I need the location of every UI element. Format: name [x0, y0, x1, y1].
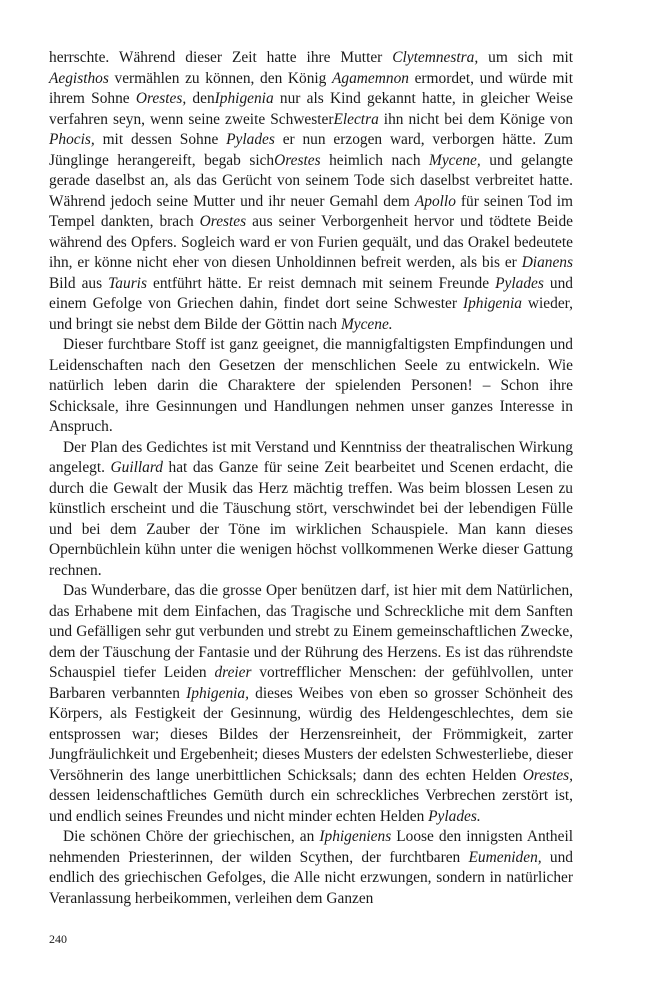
italic-name: Apollo	[414, 192, 456, 210]
italic-name: Pylades	[226, 131, 275, 148]
text-run: und einem Gefolge von Griechen dahin, findet dort seine Schwester	[49, 274, 573, 312]
text-run: Dieser furchtbare Stoff ist ganz geeignet, die mannigfaltigsten Empfindungen und Leidenschaften nach den Gesetzen der menschlichen Seele zu entwickeln. Wie natürlich leben darin die Charaktere der spielenden Personen! – Schon ihre Schicksale, ihre Gesinnungen und Handlungen nehmen unser ganzes Interesse in Anspruch.	[49, 336, 573, 435]
italic-name: Mycene.	[340, 315, 393, 333]
italic-name: Orestes,	[522, 766, 573, 784]
paragraph-3	[49, 438, 573, 582]
italic-name: Electra	[333, 110, 379, 128]
italic-name: dreier	[214, 664, 252, 681]
text-run: vortrefflicher Menschen: der gefühlvollen, unter Barbaren verbannten	[49, 664, 573, 702]
italic-name: Iphigenia,	[186, 684, 249, 702]
text-run: hat das Ganze für seine Zeit bearbeitet und Scenen erdacht, die durch die Gewalt der Musik das Herz mächtig treffen. Was beim blossen Lesen zu künstlich erscheint und die Täuschung stört, verschwindet bei der lebendigen Fülle und bei dem Zauber der Töne im wirklichen Schauspiele. Man kann dieses Opernbüchlein kühn unter die wenigen höchst vollkommenen Werke dieser Gattung rechnen.	[49, 459, 574, 579]
text-run: entführt hätte. Er reist demnach mit seinem Freunde	[146, 274, 496, 292]
italic-name: Iphigenia	[214, 90, 274, 107]
paragraph-2	[49, 335, 573, 438]
paragraph-1	[49, 48, 573, 335]
paragraph-4	[49, 581, 573, 827]
text-run: Die schönen Chöre der griechischen, an	[63, 828, 320, 845]
text-run: und endlich des griechischen Gefolges, die Alle nicht erzwungen, sondern in natürlicher Veranlassung herbeikommen, verleihen dem Ganzen	[49, 848, 573, 907]
italic-name: Eumeniden,	[468, 848, 542, 866]
text-run: dieses Weibes von eben so grosser Schönheit des Körpers, als Festigkeit der Gesinnung, würdig des Heldengeschlechtes, dem sie entsprossen war; dieses Bildes der Herzensreinheit, der Frömmigkeit, zarter Jungfräulichkeit und Ergebenheit; dieses Musters der edelsten Schwesterliebe, dieser Versöhnerin des lange unerbittlichen Schicksals; dann des echten Helden	[49, 684, 573, 784]
text-run: herrschte. Während dieser Zeit hatte ihre Mutter	[49, 49, 393, 66]
text-run: mit dessen Sohne	[94, 131, 227, 148]
page-number: 240	[49, 932, 67, 946]
italic-name: Phocis,	[49, 131, 95, 148]
italic-name: Mycene,	[429, 151, 481, 169]
text-run: den	[186, 90, 215, 107]
text-run: vermählen zu können, den König	[108, 69, 333, 87]
page-body	[49, 48, 573, 909]
text-run: ihn nicht bei dem Könige von	[378, 110, 573, 128]
italic-name: Aegisthos	[49, 69, 109, 87]
italic-name: Orestes	[199, 213, 247, 230]
text-run: für seinen Tod im Tempel dankten, brach	[49, 192, 573, 230]
text-run: und gelangte gerade daselbst an, als das Gerücht von seinem Tode sich daselbst verbreitet hatte. Während jedoch seine Mutter und ihr neuer Gemahl dem	[49, 151, 573, 210]
text-run: heimlich nach	[320, 151, 430, 169]
text-run: ermordet, und würde mit ihrem Sohne	[49, 69, 573, 107]
text-run: aus seiner Verborgenheit hervor und tödtete Beide während des Opfers. Sogleich ward er von Furien gequält, und das Orakel bedeutete ihn, er könne nicht eher von diesen Unholdinnen befreit werden, als bis er	[49, 213, 573, 271]
text-run: wieder, und bringt sie nebst dem Bilde der Göttin nach	[49, 295, 574, 333]
text-run: dessen leidenschaftliches Gemüth durch ein schreckliches Verbrechen zerstört ist, und endlich seines Freundes und nicht minder echten Helden	[49, 787, 573, 825]
paragraph-5	[49, 827, 573, 909]
text-run: er nun erzogen ward, verborgen hätte. Zum Jünglinge herangereift, begab sich	[49, 131, 573, 169]
italic-name: Orestes,	[135, 90, 187, 107]
text-run: Das Wunderbare, das die grosse Oper benützen darf, ist hier mit dem Natürlichen, das Erhabene mit dem Einfachen, das Tragische und Schreckliche mit dem Sanften und Gefälligen sehr gut verbunden und strebt zu Einem gemeinschaftlichen Zwecke, dem der Täuschung der Fantasie und der Rührung des Herzens. Es ist das rührendste Schauspiel tiefer Leiden	[49, 582, 573, 681]
text-run: nur als Kind gekannt hatte, in gleicher Weise verfahren seyn, wenn seine zweite Schwester	[49, 90, 573, 128]
italic-name: Iphigeniens	[319, 828, 392, 845]
italic-name: Tauris	[108, 274, 147, 292]
text-run: Der Plan des Gedichtes ist mit Verstand und Kenntniss der theatralischen Wirkung angelegt.	[49, 438, 573, 476]
italic-name: Orestes	[274, 151, 321, 169]
italic-name: Agamemnon	[332, 69, 409, 87]
text-run: Bild aus	[49, 274, 109, 292]
italic-name: Dianens	[521, 254, 573, 271]
italic-name: Iphigenia	[462, 295, 522, 312]
italic-name: Clytemnestra,	[392, 49, 479, 66]
italic-name: Pylades	[495, 274, 544, 292]
text-run: Loose den innigsten Antheil nehmenden Priesterinnen, der wilden Scythen, der furchtbaren	[49, 828, 573, 866]
italic-name: Guillard	[110, 459, 163, 476]
italic-name: Pylades.	[428, 807, 481, 825]
text-run: um sich mit	[478, 49, 573, 66]
